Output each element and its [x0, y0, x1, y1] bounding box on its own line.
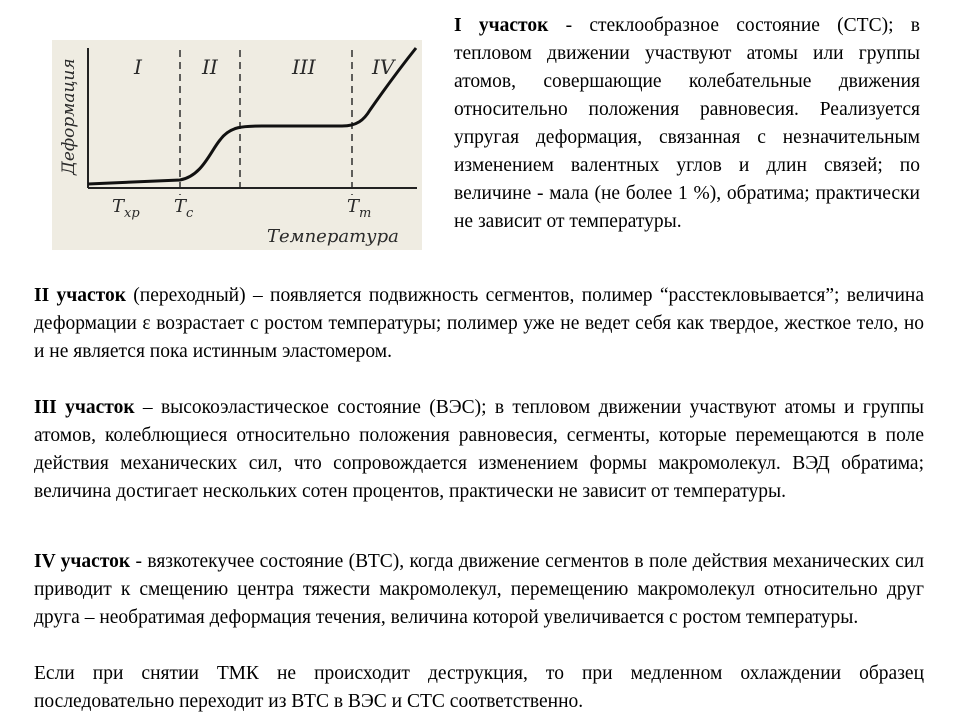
- tick-label-tc: $T_c$: [174, 196, 194, 221]
- section-2-text: (переходный) – появляется подвижность сегментов, полимер “расстекловывается”; величина деформации ε возрастает с ростом температуры; полимер уже не ведет себя как твердое, жесткое тело, но и не является пока истинным эластомером.: [34, 285, 924, 362]
- cooling-note-text: Если при снятии ТМК не происходит деструкция, то при медленном охлаждении образец последовательно переходит из ВТС в ВЭС и СТС соответственно.: [34, 663, 924, 712]
- section-2-paragraph: [34, 282, 924, 366]
- tick-label-tt: $T_т$: [347, 196, 372, 221]
- cooling-note-paragraph: [34, 660, 924, 716]
- region-label-iv: IV: [372, 55, 395, 79]
- section-4-heading: IV участок: [34, 551, 131, 572]
- thermomechanical-curve-figure: [52, 40, 422, 250]
- section-3-heading: III участок: [34, 397, 135, 418]
- tick-label-txr: $T_{хр}$: [112, 196, 140, 221]
- section-1-heading: I участок: [454, 15, 549, 36]
- section-1-text: - стеклообразное состояние (СТС); в тепловом движении участвуют атомы или группы атомов, совершающие колебательные движения относительно положения равновесия. Реализуется упругая деформация, связанная с незначительным изменением валентных углов и длин связей; по величине - мала (не более 1 %), обратима; практически не зависит от температуры.: [454, 15, 920, 232]
- region-label-ii: II: [202, 55, 218, 79]
- x-axis-label: Температура: [267, 226, 399, 247]
- section-4-paragraph: [34, 548, 924, 632]
- section-3-text: – высокоэластическое состояние (ВЭС); в тепловом движении участвуют атомы и группы атомов, колеблющиеся относительно положения равновесия, сегменты, которые перемещаются в поле действия механических сил, что сопровождается изменением формы макромолекул. ВЭД обратима; величина достигает нескольких сотен процентов, практически не зависит от температуры.: [34, 397, 925, 502]
- section-3-paragraph: [34, 394, 924, 506]
- y-axis-label: Деформация: [59, 58, 79, 175]
- section-2-heading: II участок: [34, 285, 126, 306]
- section-4-text: - вязкотекучее состояние (ВТС), когда движение сегментов в поле действия механических сил приводит к смещению центра тяжести макромолекул, перемещению макромолекул относительно друг друга – необратимая деформация течения, величина которой увеличивается с ростом температуры.: [34, 551, 925, 628]
- region-label-i: I: [134, 55, 142, 79]
- thermomechanical-curve-svg: [52, 40, 422, 250]
- section-1-paragraph: [454, 12, 920, 236]
- region-label-iii: III: [292, 55, 316, 79]
